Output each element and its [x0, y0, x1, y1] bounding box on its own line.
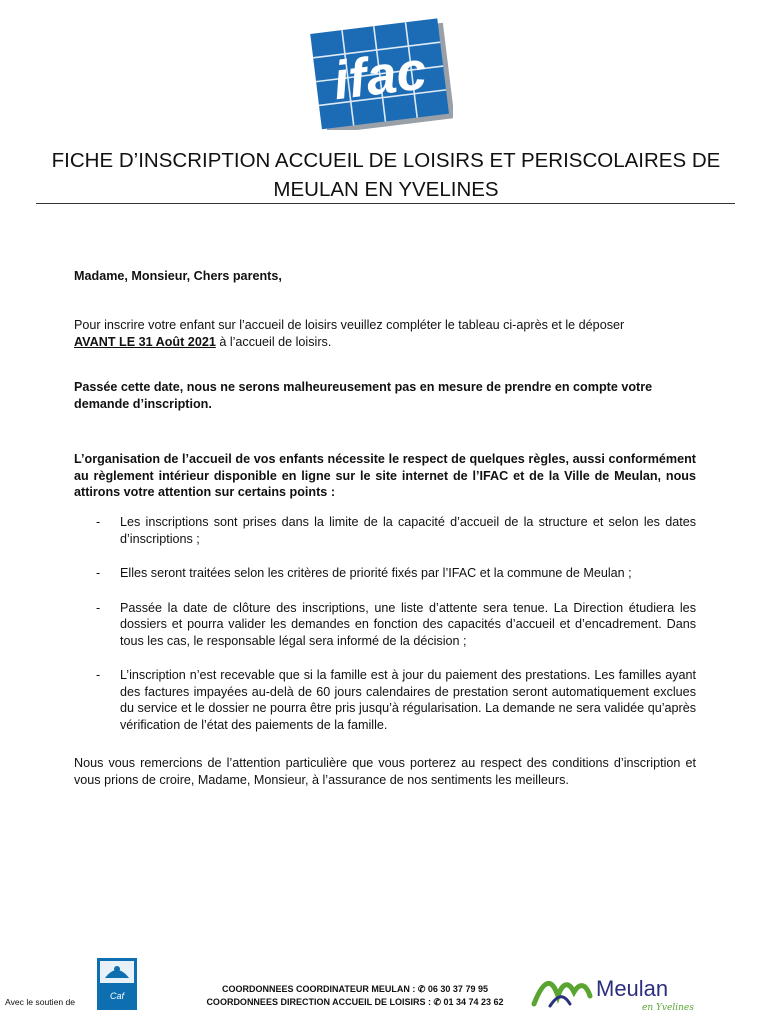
ifac-logo-icon [303, 8, 453, 130]
title-line-2: MEULAN EN YVELINES [273, 178, 499, 201]
intro-paragraph [74, 317, 696, 350]
deadline-text: AVANT LE 31 Août 2021 [74, 334, 216, 349]
support-label: Avec le soutien de [5, 997, 76, 1007]
caf-logo-text: Caf [109, 991, 125, 1001]
list-item: - Les inscriptions sont prises dans la limite de la capacité d’accueil de la structure et selon les dates d’inscriptions ; [96, 515, 696, 546]
meulan-logo-subtext: en Yvelines [642, 1003, 694, 1013]
rules-list [74, 514, 696, 733]
warning-paragraph: Passée cette date, nous ne serons malheureusement pas en mesure de prendre en compte votre demande d’inscription. [74, 380, 653, 411]
salutation: Madame, Monsieur, Chers parents, [74, 269, 282, 283]
intro-text: Pour inscrire votre enfant sur l’accueil de loisirs veuillez compléter le tableau ci-après et le déposer [74, 318, 625, 332]
direction-contact: COORDONNEES DIRECTION ACCUEIL DE LOISIRS : ✆ 01 34 74 23 62 [206, 997, 504, 1007]
footer-contacts [190, 983, 520, 1009]
list-item: - Elles seront traitées selon les critères de priorité fixés par l’IFAC et la commune de Meulan ; [96, 566, 632, 580]
page-title [36, 146, 736, 204]
list-item: - Passée la date de clôture des inscriptions, une liste d’attente sera tenue. La Direction étudiera les dossiers et pourra valider les demandes en fonction des capacités d’accueil et d’encadrement. Dans tous les cas, le responsable légal sera informé de la décision ; [96, 600, 696, 648]
closing-paragraph: Nous vous remercions de l’attention particulière que vous porterez au respect des conditions d’inscription et vous prions de croire, Madame, Monsieur, à l’assurance de nos sentiments les meilleurs. [74, 756, 696, 787]
coordinator-contact: COORDONNEES COORDINATEUR MEULAN : ✆ 06 30 37 79 95 [222, 984, 488, 994]
title-line-1: FICHE D’INSCRIPTION ACCUEIL DE LOISIRS ET PERISCOLAIRES DE [51, 149, 721, 172]
title-divider [36, 203, 735, 204]
caf-logo-icon [97, 958, 137, 1010]
meulan-logo-icon [530, 966, 700, 1016]
organisation-paragraph: L’organisation de l’accueil de vos enfants nécessite le respect de quelques règles, aussi conformément au règlement intérieur disponible en ligne sur le site internet de l’IFAC et de la Ville de Meulan, nous attirons votre attention sur certains points : [74, 452, 696, 499]
list-item: - L’inscription n’est recevable que si la famille est à jour du paiement des prestations. Les familles ayant des factures impayées au-delà de 60 jours calendaires de prestation seront automatiquement exclues du service et le dossier ne pourra être pris jusqu’à régularisation. La demande ne sera validée qu’après vérification de l’état des paiements de la famille. [96, 668, 696, 732]
intro-after-text: à l’accueil de loisirs. [215, 334, 332, 349]
ifac-logo-text: ifac [330, 40, 430, 112]
meulan-logo-text: Meulan [596, 976, 669, 1001]
